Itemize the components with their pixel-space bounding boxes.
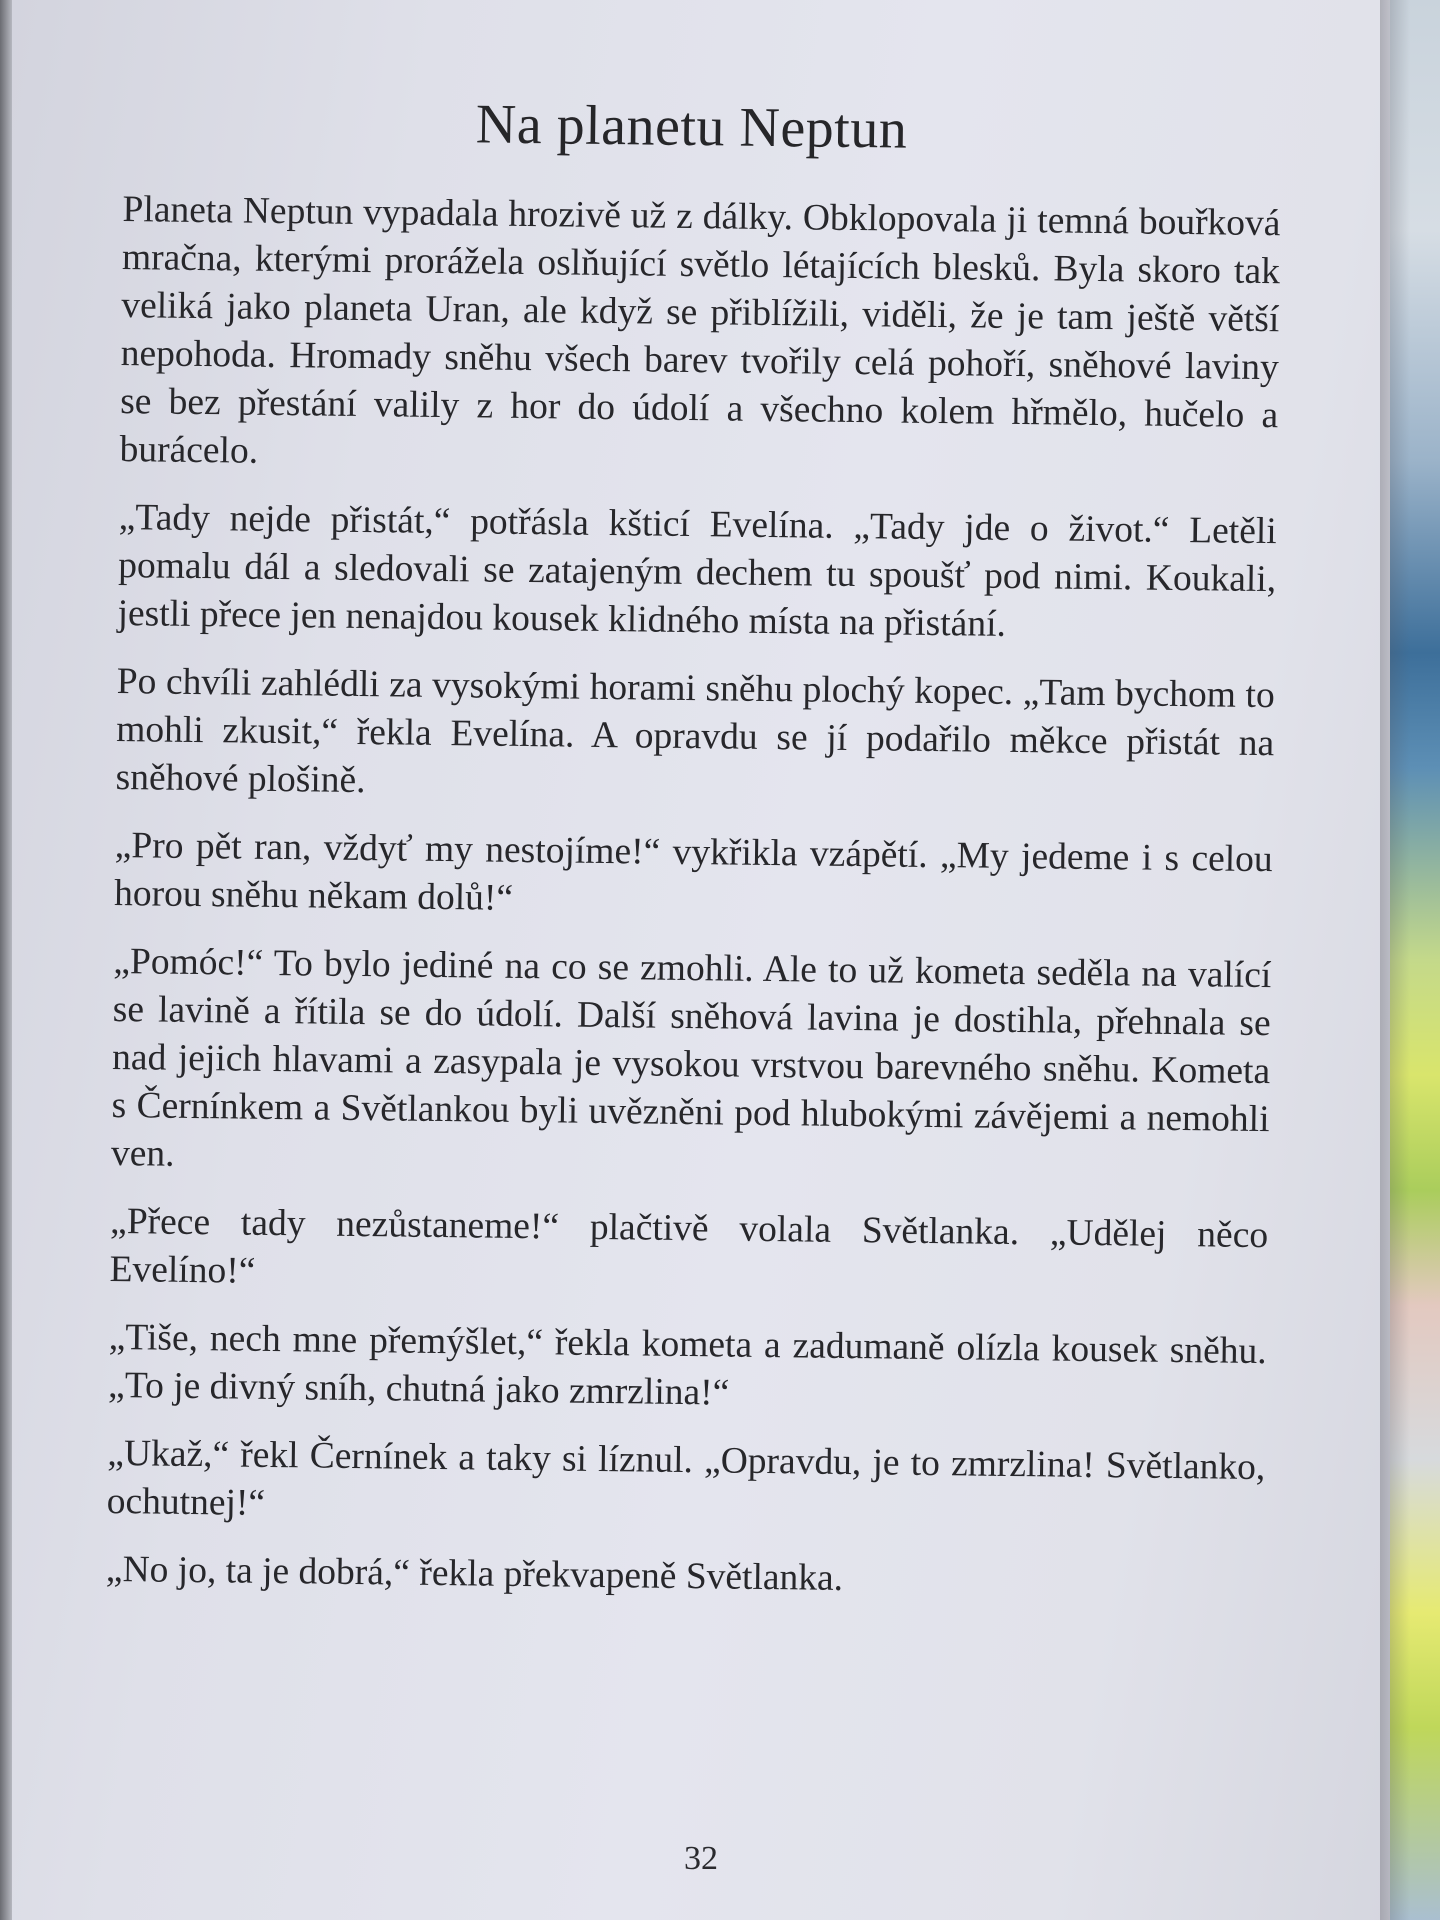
paragraph-9: „No jo, ta je dobrá,“ řekla překvapeně Světlanka.: [105, 1548, 844, 1599]
paragraph-7: „Tiše, nech mne přemýšlet,“ řekla kometa a zadumaně olízla kousek sněhu. „To je divný sníh, chutná jako zmrzlina!“: [107, 1316, 1267, 1414]
page-gutter-shadow: [1380, 0, 1410, 1920]
page-title: Na planetu Neptun: [475, 93, 908, 161]
book-page: [12, 0, 1390, 1920]
paragraph-6: „Přece tady nezůstaneme!“ plačtivě volala Světlanka. „Udělej něco Evelíno!“: [109, 1200, 1269, 1292]
paragraph-1: Planeta Neptun vypadala hrozivě už z dálky. Obklopovala ji temná bouřková mračna, kterými prorážela oslňující světlo létajících blesků. Byla skoro tak veliká jako planeta Uran, ale když se přiblížili, viděli, že je tam ještě větší nepohoda. Hromady sněhu všech barev tvořily celá pohoří, sněhové laviny se bez přestání valily z hor do údolí a všechno kolem hřmělo, hučelo a burácelo.: [119, 189, 1281, 472]
paragraph-2: „Tady nejde přistát,“ potřásla kšticí Evelína. „Tady jde o život.“ Letěli pomalu dál a sledovali se zatajeným dechem tu spoušť pod nimi. Koukali, jestli přece jen nenajdou kousek klidného místa na přistání.: [117, 497, 1277, 645]
paragraph-8: „Ukaž,“ řekl Černínek a taky si líznul. „Opravdu, je to zmrzlina! Světlanko, ochutnej!“: [106, 1432, 1266, 1524]
page-number: 32: [684, 1840, 718, 1877]
paragraph-4: „Pro pět ran, vždyť my nestojíme!“ vykřikla vzápětí. „My jedeme i s celou horou sněhu někam dolů!“: [113, 825, 1273, 919]
paragraph-5: „Pomóc!“ To bylo jediné na co se zmohli. Ale to už kometa seděla na valící se lavině a řítila se do údolí. Další sněhová lavina je dostihla, přehnala se nad jejich hlavami a zasypala je vysokou vrstvou barevného sněhu. Kometa s Černínkem a Světlankou byli uvězněni pod hlubokými závějemi a nemohli ven.: [110, 940, 1272, 1175]
paragraph-3: Po chvíli zahlédli za vysokými horami sněhu plochý kopec. „Tam bychom to mohli zkusit,“ řekla Evelína. A opravdu se jí podařilo měkce přistát na sněhové plošině.: [115, 661, 1275, 802]
text-block: [74, 88, 1292, 1609]
